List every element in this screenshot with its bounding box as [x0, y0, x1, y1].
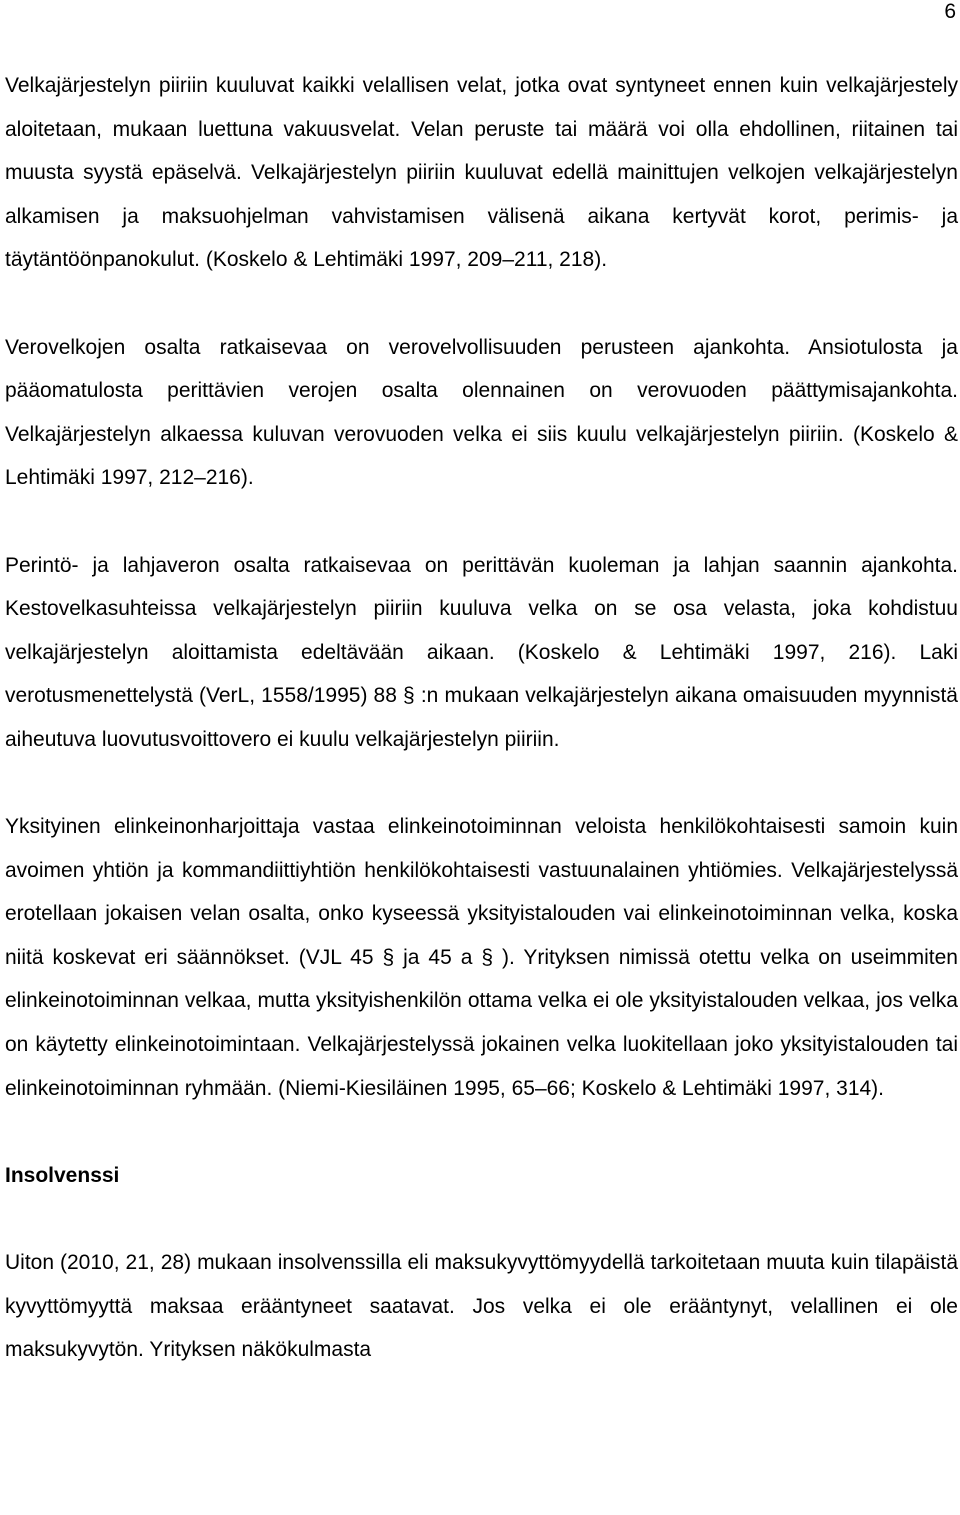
- paragraph-debt-scope: Velkajärjestelyn piiriin kuuluvat kaikki velallisen velat, jotka ovat syntyneet ennen kuin velkajärjestely aloitetaan, mukaan luettuna vakuusvelat. Velan peruste tai määrä voi olla ehdollinen, riitainen tai muusta syystä epäselvä. Velkajärjestelyn piiriin kuuluvat edellä mainittujen velkojen velkajärjestelyn alkamisen ja maksuohjelman vahvistamisen välisenä aikana kertyvät korot, perimis- ja täytäntöönpanokulut. (Koskelo & Lehtimäki 1997, 209–211, 218).: [5, 74, 958, 272]
- paragraph-inheritance-tax: Perintö- ja lahjaveron osalta ratkaisevaa on perittävän kuoleman ja lahjan saannin ajankohta. Kestovelkasuhteissa velkajärjestelyn piiriin kuuluva velka on se osa velasta, joka kohdistuu velkajärjestelyn aloittamista edeltävään aikaan. (Koskelo & Lehtimäki 1997, 216). Laki verotusmenettelystä (VerL, 1558/1995) 88 § :n mukaan velkajärjestelyn aikana omaisuuden myynnistä aiheutuva luovutusvoittovero ei kuulu velkajärjestelyn piiriin.: [5, 553, 958, 751]
- paragraph-spacer: [5, 500, 958, 544]
- paragraph-spacer: [5, 1197, 958, 1241]
- paragraph-entrepreneur-debts: Yksityinen elinkeinonharjoittaja vastaa elinkeinotoiminnan veloista henkilökohtaisesti samoin kuin avoimen yhtiön ja kommandiittiyhtiön henkilökohtaisesti vastuunalainen yhtiömies. Velkajärjestelyssä erotellaan jokaisen velan osalta, onko kyseessä yksityistalouden vai elinkeinotoiminnan velka, koska niitä koskevat eri säännökset. (VJL 45 § ja 45 a § ). Yrityksen nimissä otettu velka on useimmiten elinkeinotoiminnan velkaa, mutta yksityishenkilön ottama velka ei ole yksityistalouden velkaa, jos velka on käytetty elinkeinotoimintaan. Velkajärjestelyssä jokainen velka luokitellaan joko yksityistalouden tai elinkeinotoiminnan ryhmään. (Niemi-Kiesiläinen 1995, 65–66; Koskelo & Lehtimäki 1997, 314).: [5, 815, 958, 1100]
- page-number: 6: [944, 0, 956, 23]
- paragraph-spacer: [5, 1110, 958, 1154]
- paragraph-spacer: [5, 762, 958, 806]
- paragraph-tax-debts: Verovelkojen osalta ratkaisevaa on verovelvollisuuden perusteen ajankohta. Ansiotulosta ja pääomatulosta perittävien verojen osalta olennainen on verovuoden päättymisajankohta. Velkajärjestelyn alkaessa kuluvan verovuoden velka ei siis kuulu velkajärjestelyn piiriin. (Koskelo & Lehtimäki 1997, 212–216).: [5, 335, 958, 490]
- paragraph-insolvency: Uiton (2010, 21, 28) mukaan insolvenssilla eli maksukyvyttömyydellä tarkoitetaan muuta kuin tilapäistä kyvyttömyyttä maksaa erääntyneet saatavat. Jos velka ei ole erääntynyt, velallinen ei ole maksukyvytön. Yrityksen näkökulmasta: [5, 1251, 958, 1362]
- section-heading: Insolvenssi: [5, 1163, 120, 1187]
- paragraph-spacer: [5, 282, 958, 326]
- document-body: [5, 64, 958, 1372]
